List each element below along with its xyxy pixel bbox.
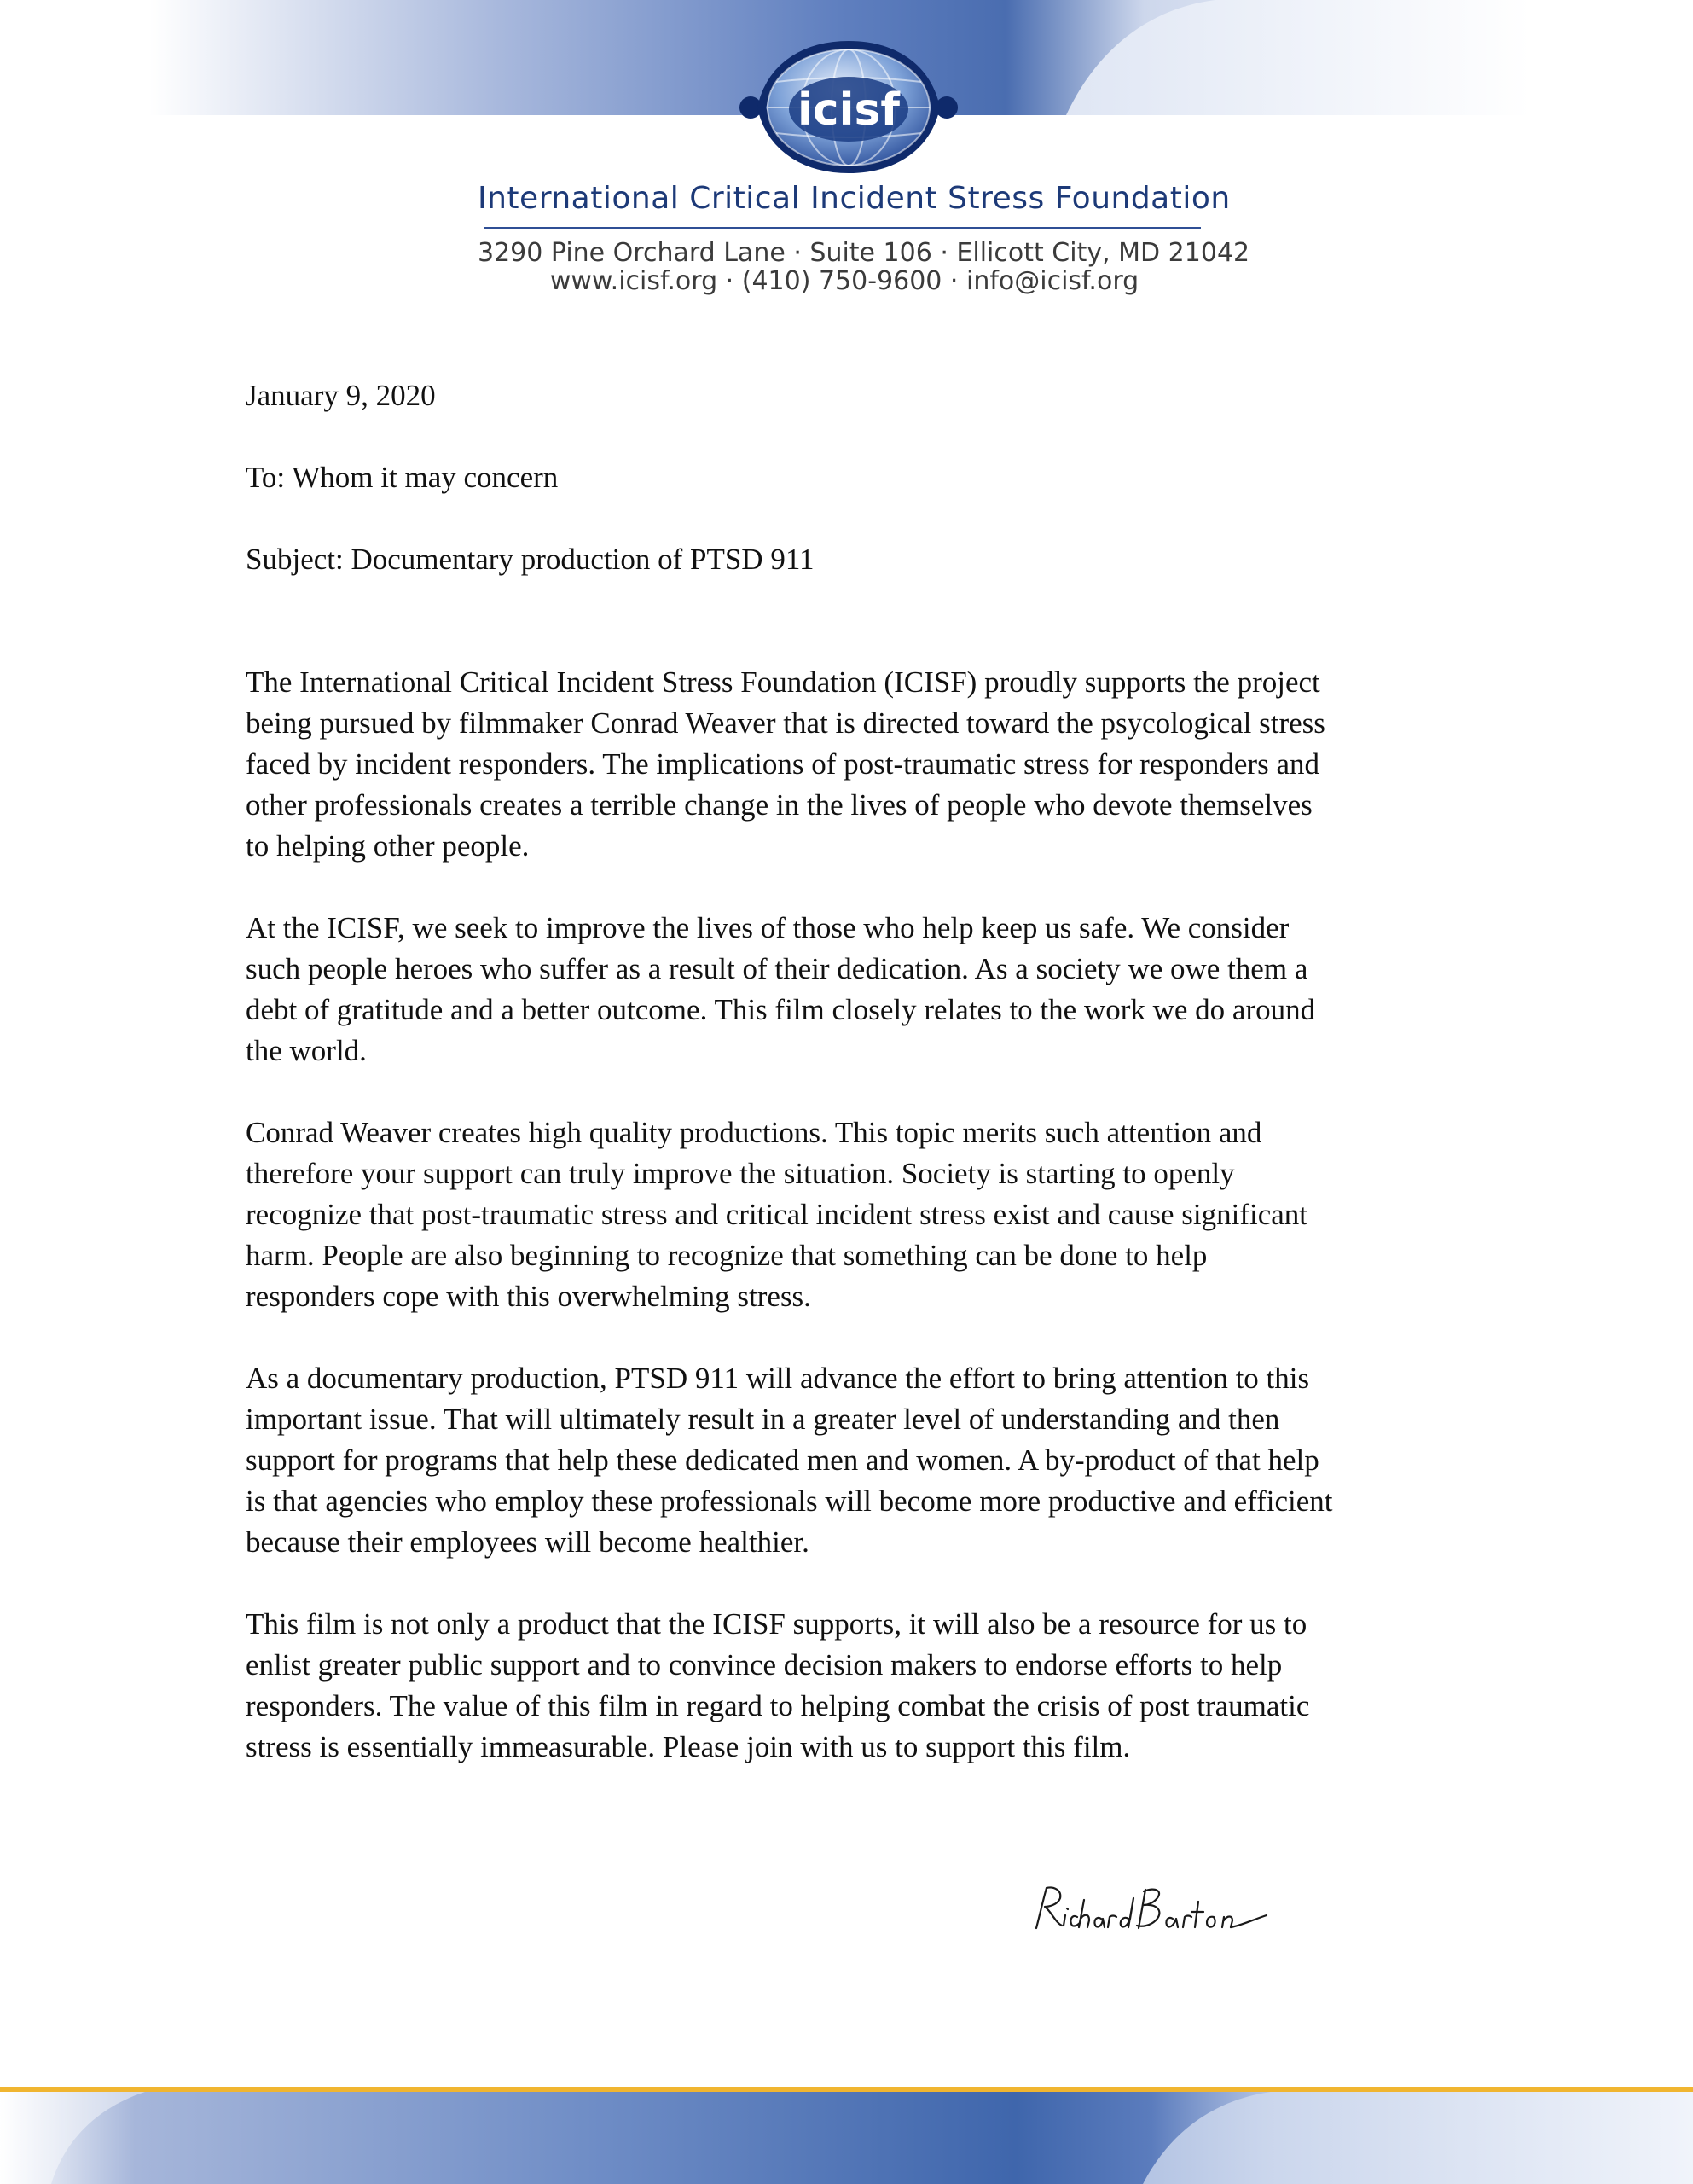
letter-date: January 9, 2020 xyxy=(246,379,436,412)
letterhead-divider xyxy=(484,227,1201,229)
letter-subject: Subject: Documentary production of PTSD 911 xyxy=(246,543,815,576)
svg-text:icisf: icisf xyxy=(797,84,901,136)
paragraph: The International Critical Incident Stress Foundation (ICISF) proudly supports the project being pursued by filmmaker Conrad Weaver that is directed toward the psycological stress faced by incident responders. The implications of post-traumatic stress for responders and other professionals creates a terrible change in the lives of people who devote themselves to helping other people. xyxy=(246,665,1325,863)
icisf-logo xyxy=(733,41,964,182)
letter-recipient: To: Whom it may concern xyxy=(246,461,559,494)
paragraph: This film is not only a product that the ICISF supports, it will also be a resource for us to enlist greater public support and to convince decision makers to endorse efforts to help responders. The value of this film in regard to helping combat the crisis of post traumatic stress is essentially immeasurable. Please join with us to support this film. xyxy=(246,1607,1310,1763)
organization-address: 3290 Pine Orchard Lane · Suite 106 · Ellicott City, MD 21042 xyxy=(478,238,1250,268)
organization-contact: www.icisf.org · (410) 750-9600 · info@icisf.org xyxy=(549,266,1139,296)
handwritten-signature xyxy=(1028,1881,1284,1941)
organization-name: International Critical Incident Stress Foundation xyxy=(478,181,1231,216)
paragraph: As a documentary production, PTSD 911 will advance the effort to bring attention to this important issue. That will ultimately result in a greater level of understanding and then support for programs that help these dedicated men and women. A by-product of that help is that agencies who employ these professionals will become more productive and efficient because their employees will become healthier. xyxy=(246,1362,1333,1559)
letter-body xyxy=(246,375,1457,1809)
paragraph: At the ICISF, we seek to improve the lives of those who help keep us safe. We consider such people heroes who suffer as a result of their dedication. As a society we owe them a debt of gratitude and a better outcome. This film closely relates to the work we do around the world. xyxy=(246,911,1316,1067)
paragraph: Conrad Weaver creates high quality productions. This topic merits such attention and therefore your support can truly improve the situation. Society is starting to openly recognize that post-traumatic stress and critical incident stress exist and cause significant harm. People are also beginning to recognize that something can be done to help responders cope with this overwhelming stress. xyxy=(246,1116,1307,1313)
footer-band xyxy=(0,2092,1693,2184)
